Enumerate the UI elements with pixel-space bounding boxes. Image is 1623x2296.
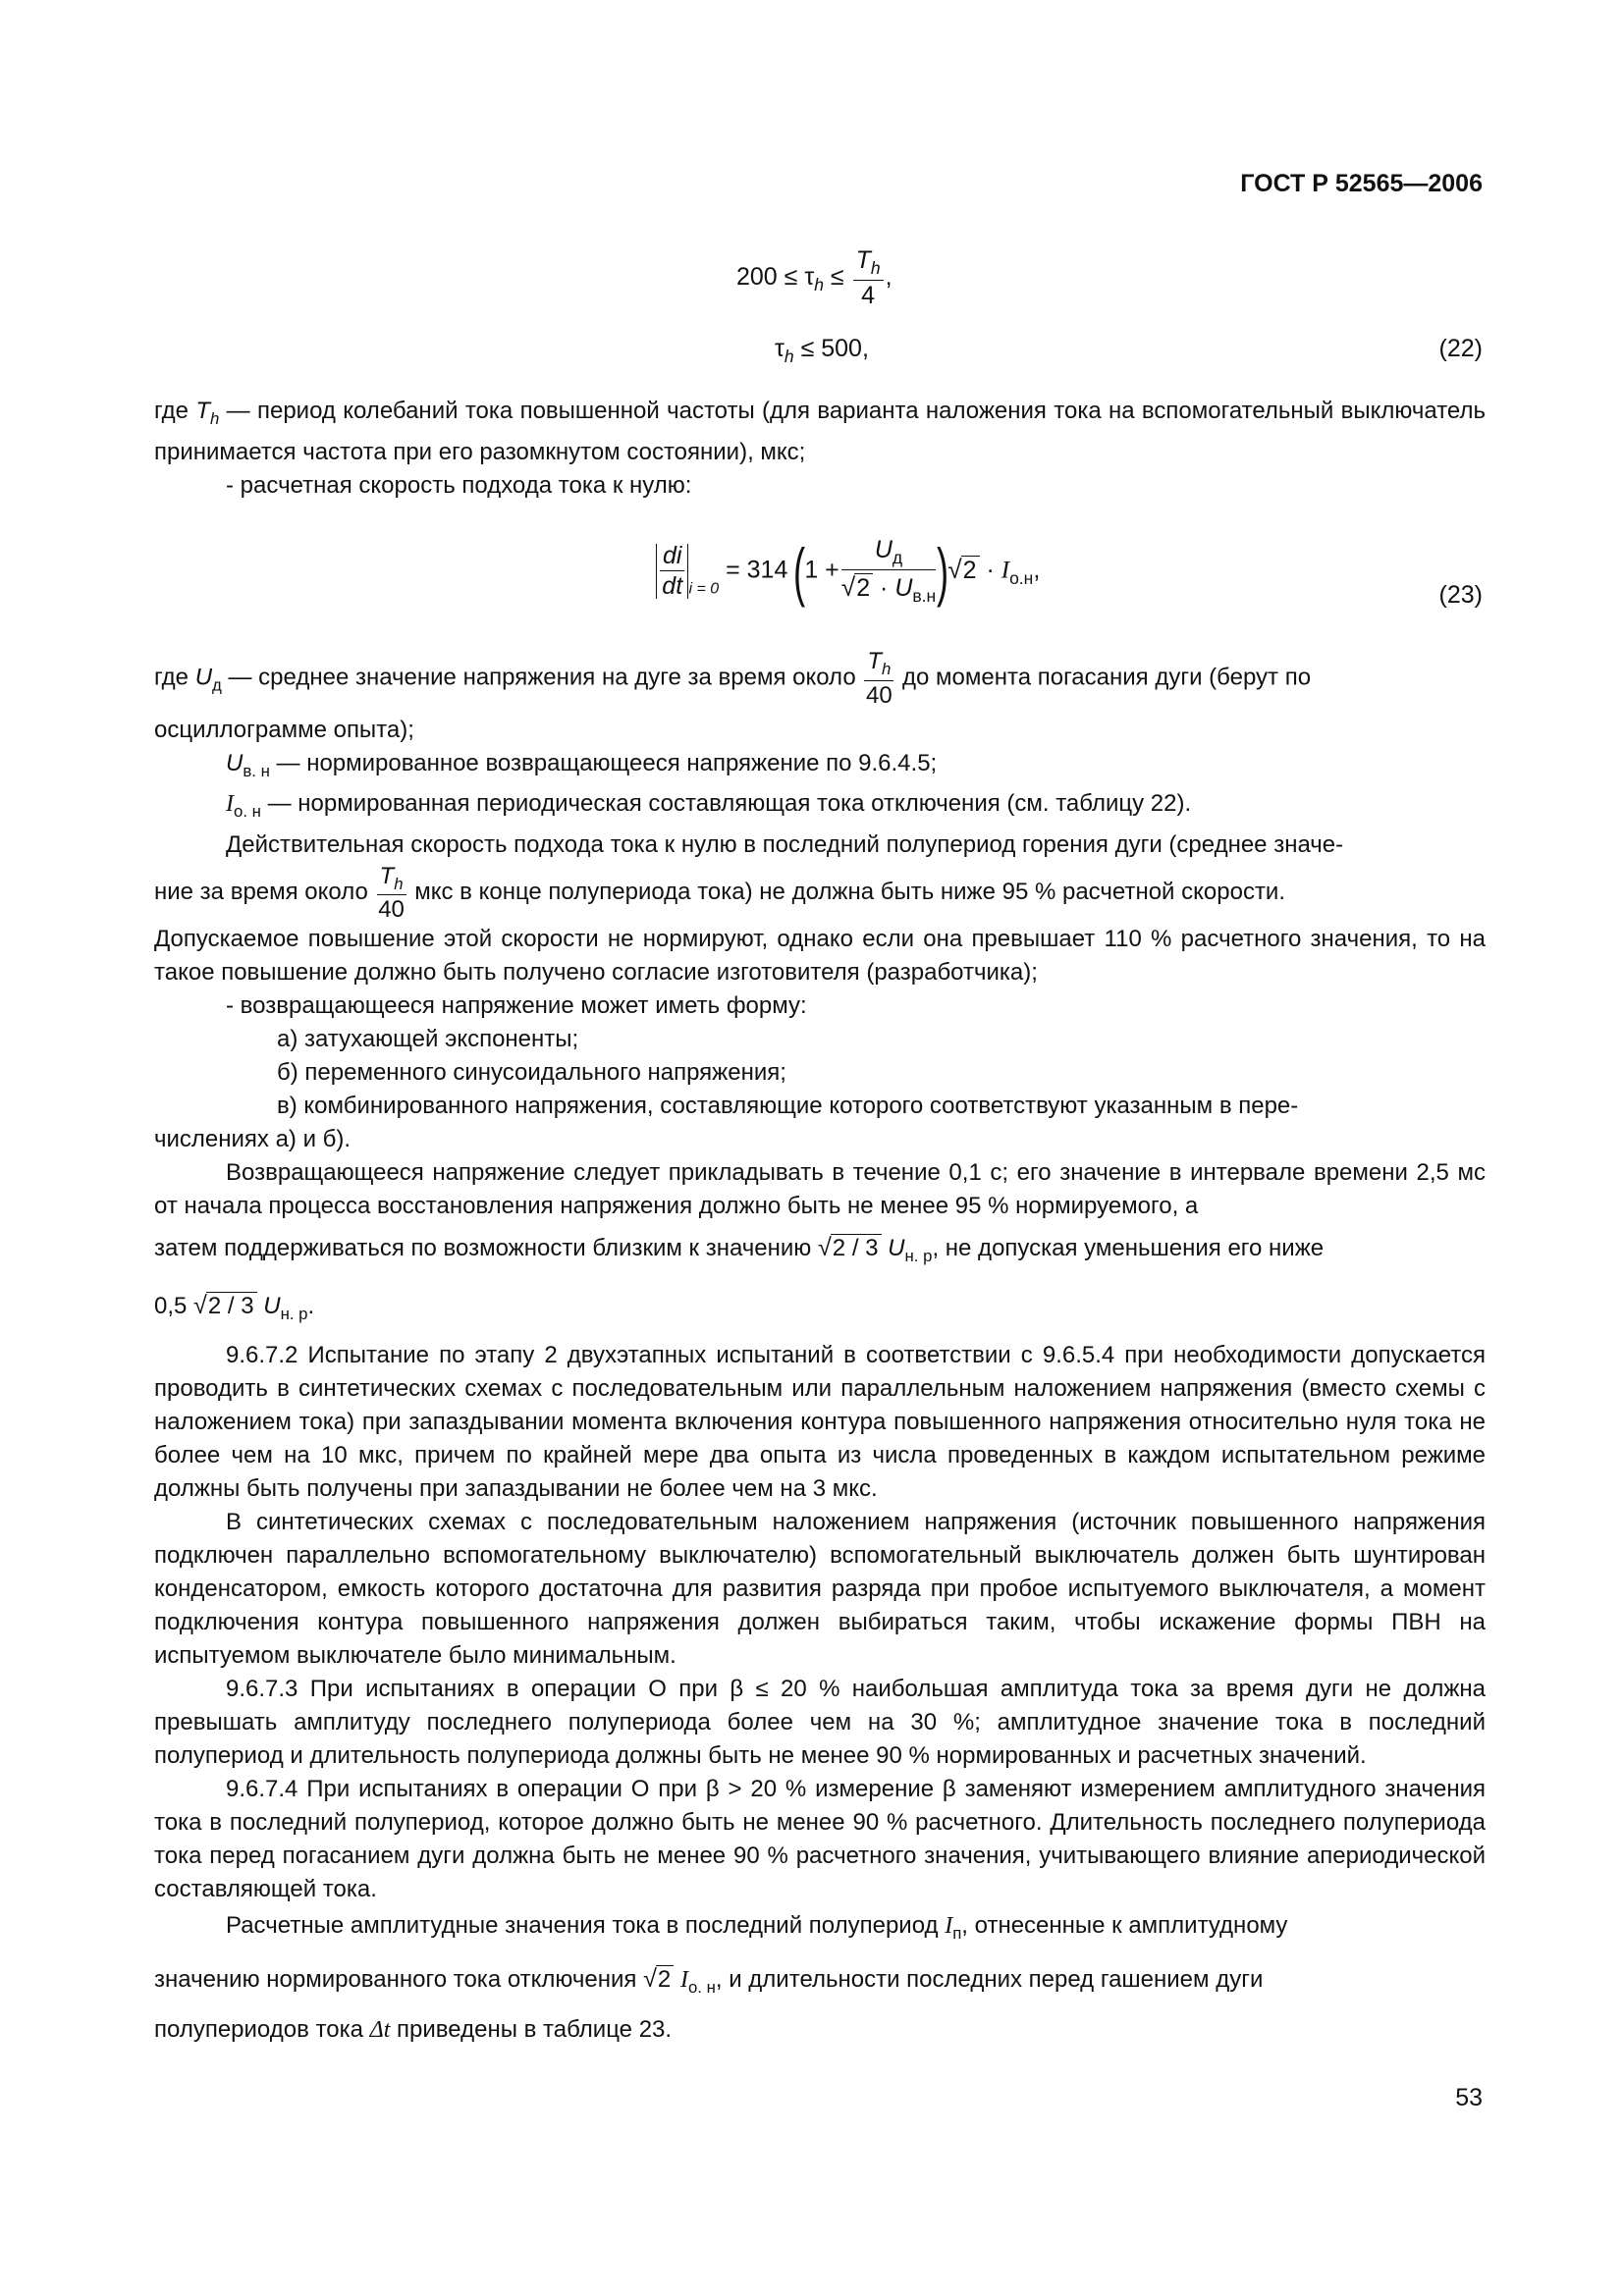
fraction-th-over-40-b: $\frac{T_h}{40}$ xyxy=(378,862,405,924)
paragraph-9-6-7-2: 9.6.7.2 Испытание по этапу 2 двухэтапных испытаний в соответствии с 9.6.5.4 при необходимости допускается проводить в синтетических схемах с последовательным или параллельным наложением напряжения (вместо схемы с наложением тока) при запаздывании момента включения контура повышенного напряжения относительно нуля тока не более чем на 10 мкс, причем по крайней мере два опыта из числа проведенных в каждом испытательном режиме должны быть получены при запаздывании не более чем на 3 мкс. xyxy=(154,1342,1486,1503)
abs-derivative: $\frac{di}{dt}$ xyxy=(656,544,688,599)
actual-rate-line-2: ние за время около $\frac{T_h}{40}$ мкс в конце полупериода тока) не должна быть ниже 95 % расчетной скорости. xyxy=(154,862,1286,924)
fraction-ud-over: $\frac{U_д}{√2 \cdot U_{в.н}}$ xyxy=(840,536,937,606)
equation-22-line-2: $\tau_h \le 500$, xyxy=(775,335,869,367)
return-voltage-paragraph: Возвращающееся напряжение следует прикладывать в течение 0,1 с; его значение в интервале времени 2,5 мс от начала процесса восстановления напряжения должно быть не менее 95 % нормируемого, а xyxy=(154,1159,1486,1220)
where-uvn: $U_{в. н}$ — нормированное возвращающееся напряжение по 9.6.4.5; xyxy=(226,749,938,780)
return-voltage-line-2: затем поддерживаться по возможности близким к значению √2 / 3 $U_{н. р}$, не допуская уменьшения его ниже xyxy=(154,1234,1325,1266)
paragraph-calc-line-1: Расчетные амплитудные значения тока в последний полупериод $I_п$, отнесенные к амплитудному xyxy=(226,1912,1288,1943)
return-voltage-line-3: 0,5 √2 / 3 $U_{н. р}$. xyxy=(154,1292,315,1324)
page-number: 53 xyxy=(1455,2084,1483,2111)
right-paren: ) xyxy=(937,535,949,609)
list-item-c: в) комбинированного напряжения, составляющие которого соответствуют указанным в пере- xyxy=(277,1093,1299,1120)
document-header: ГОСТ Р 52565—2006 xyxy=(1240,170,1483,197)
fraction-th-over-4: $\frac{T_h}{4}$ xyxy=(853,248,884,308)
bullet-voltage: - возвращающееся напряжение может иметь форму: xyxy=(226,992,807,1020)
equation-number-22: (22) xyxy=(1438,335,1483,362)
fraction-th-over-40: $\frac{T_h}{40}$ xyxy=(866,648,893,709)
where-ion: $I_{о. н}$ — нормированная периодическая составляющая тока отключения (см. таблицу 22). xyxy=(226,790,1192,822)
left-paren: ( xyxy=(793,535,806,609)
actual-rate-rest: Допускаемое повышение этой скорости не нормируют, однако если она превышает 110 % расчетного значения, то на такое повышение должно быть получено согласие изготовителя (разработчика); xyxy=(154,926,1486,987)
list-item-c-cont: числениях а) и б). xyxy=(154,1126,352,1153)
equation-23: $\frac{di}{dt}$ $_{i = 0}$ = 314 (1 + $\frac{U_д}{√2 \cdot U_{в.н}}$ )$√2 \cdot I_{о.н}$, xyxy=(656,538,1040,610)
paragraph-9-6-7-4: 9.6.7.4 При испытаниях в операции О при β > 20 % измерение β заменяют измерением амплитудного значения тока в последний полупериод, которое должно быть не менее 90 % расчетного. Длительность последнего полупериода тока перед погасанием дуги должна быть не менее 90 % расчетного значения, учитывающего влияние апериодической составляющей тока. xyxy=(154,1776,1486,1903)
equation-22-line-1: $200 \le \tau_h$ ≤ $\frac{T_h}{4}$ , xyxy=(736,246,893,309)
paragraph-calc-line-3: полупериодов тока Δt приведены в таблице 23. xyxy=(154,2015,673,2043)
where-th-paragraph: где $T_h$ — период колебаний тока повышенной частоты (для варианта наложения тока на вспомогательный выключатель принимается частота при его разомкнутом состоянии), мкс; xyxy=(154,398,1486,465)
text-block-2 xyxy=(154,650,1486,2047)
list-item-a: а) затухающей экспоненты; xyxy=(277,1026,579,1053)
text-block-1 xyxy=(154,395,1486,503)
paragraph-9-6-7-3: 9.6.7.3 При испытаниях в операции О при β ≤ 20 % наибольшая амплитуда тока за время дуги не должна превышать амплитуду последнего полупериода более чем на 30 %; амплитудное значение тока в последний полупериод и длительность полупериода должны быть не менее 90 % нормированных и расчетных значений. xyxy=(154,1676,1486,1770)
bullet-rate: - расчетная скорость подхода тока к нулю: xyxy=(226,471,692,499)
paragraph-synthetic-schemes: В синтетических схемах с последовательным наложением напряжения (источник повышенного напряжения подключен параллельно вспомогательному выключателю) вспомогательный выключатель должен быть шунтирован конденсатором, емкость которого достаточна для развития разряда при пробое испытуемого выключателя, а момент подключения контура повышенного напряжения должен выбираться таким, чтобы искажение формы ПВН на испытуемом выключателе было минимальным. xyxy=(154,1509,1486,1670)
where-ud-line: где $U_д$ — среднее значение напряжения на дуге за время около $\frac{T_h}{40}$ до момента погасания дуги (берут по xyxy=(154,648,1312,709)
actual-rate-line-1: Действительная скорость подхода тока к нулю в последний полупериод горения дуги (среднее значе- xyxy=(226,831,1344,859)
where-ud-line-2: осциллограмме опыта); xyxy=(154,716,414,743)
paragraph-calc-line-2: значению нормированного тока отключения √2 $I_{о. н}$, и длительности последних перед гашением дуги xyxy=(154,1964,1264,1997)
equation-number-23: (23) xyxy=(1438,581,1483,609)
list-item-b: б) переменного синусоидального напряжения; xyxy=(277,1059,786,1087)
